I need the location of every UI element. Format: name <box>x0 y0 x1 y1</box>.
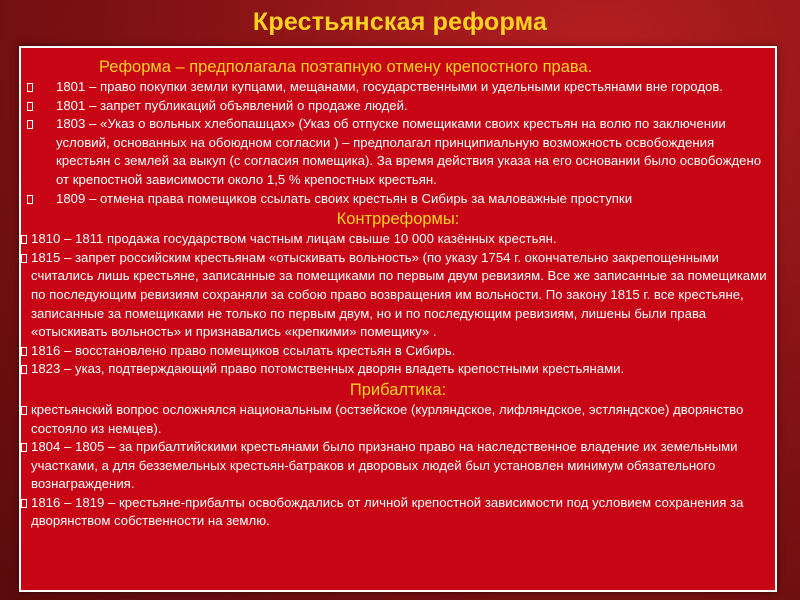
list-item <box>21 249 775 342</box>
list-item <box>21 190 775 209</box>
list-item-text: 1815 – запрет российским крестьянам «отыскивать вольность» (по указу 1754 г. окончательно закрепощенными считались лишь крестьяне, записанные за помещиками по первым двум ревизиям. Все же записанные за помещиками по последующим ревизиям сохраняли за собою право возвращения им вольности. По закону 1815 г. все крестьяне, записанные за помещиками не только по первым двум, но и по последующим ревизиям, лишены были права «отыскивать вольность» и признавались «крепкими» помещику» . <box>31 249 767 340</box>
bullet-icon <box>27 195 33 204</box>
list-item <box>21 438 775 494</box>
bullet-icon <box>27 102 33 111</box>
bullet-icon <box>21 254 27 263</box>
list-item-text: 1809 – отмена права помещиков ссылать своих крестьян в Сибирь за маловажные проступки <box>56 190 633 206</box>
list-item <box>21 78 775 97</box>
list-item-text: крестьянский вопрос осложнялся национальным (остзейское (курляндское, лифляндское, эстляндское) дворянство состояло из немцев). <box>31 401 744 436</box>
list-item <box>21 115 775 189</box>
list-item <box>21 230 775 249</box>
list-item <box>21 342 775 361</box>
list-item-text: 1801 – право покупки земли купцами, мещанами, государственными и удельными крестьянами вне городов. <box>56 79 724 94</box>
bullet-icon <box>21 406 27 415</box>
list-item-text: 1816 – восстановлено право помещиков ссылать крестьян в Сибирь. <box>31 342 456 358</box>
list-item <box>21 97 775 116</box>
bullet-icon <box>21 347 27 356</box>
list-item-text: 1803 – «Указ о вольных хлебопашцах» (Указ об отпуске помещиками своих крестьян на волю по заключении условий, основанных на обоюдном согласии ) – предполагал принципиальную возможность освобождения крестьян с землей за выкуп (с согласия помещика). За время действия указа на его основании было освобождено от крепостной зависимости около 1,5 % крепостных крестьян. <box>56 116 762 187</box>
slide-title: Крестьянская реформа <box>252 8 548 36</box>
content-body <box>21 56 775 531</box>
bullet-icon <box>21 365 27 374</box>
bullet-icon <box>21 235 27 244</box>
bullet-icon <box>27 120 33 129</box>
content-panel <box>19 46 777 592</box>
list-item-text: 1810 – 1811 продажа государством частным лицам свыше 10 000 казённых крестьян. <box>31 231 557 247</box>
section-heading-baltic: Прибалтика: <box>349 380 447 399</box>
section-heading-reform: Реформа – предполагала поэтапную отмену крепостного права. <box>99 58 593 76</box>
bullet-icon <box>27 83 33 92</box>
list-item-text: 1801 – запрет публикаций объявлений о продаже людей. <box>56 97 408 113</box>
list-item <box>21 494 775 531</box>
list-item <box>21 401 775 438</box>
list-item-text: 1816 – 1819 – крестьяне-прибалты освобождались от личной крепостной зависимости под условием сохранения за дворянством собственности на землю. <box>31 494 744 529</box>
list-item-text: 1804 – 1805 – за прибалтийскими крестьянами было признано право на наследственное владение их земельными участками, а для безземельных крестьян-батраков и дворовых людей был установлен минимум обязательного вознаграждения. <box>31 439 738 492</box>
section-heading-counterreforms: Контрреформы: <box>336 210 460 229</box>
list-item-text: 1823 – указ, подтверждающий право потомственных дворян владеть крепостными крестьянами. <box>31 361 625 377</box>
bullet-icon <box>21 499 27 508</box>
bullet-icon <box>21 443 27 452</box>
list-item <box>21 360 775 379</box>
